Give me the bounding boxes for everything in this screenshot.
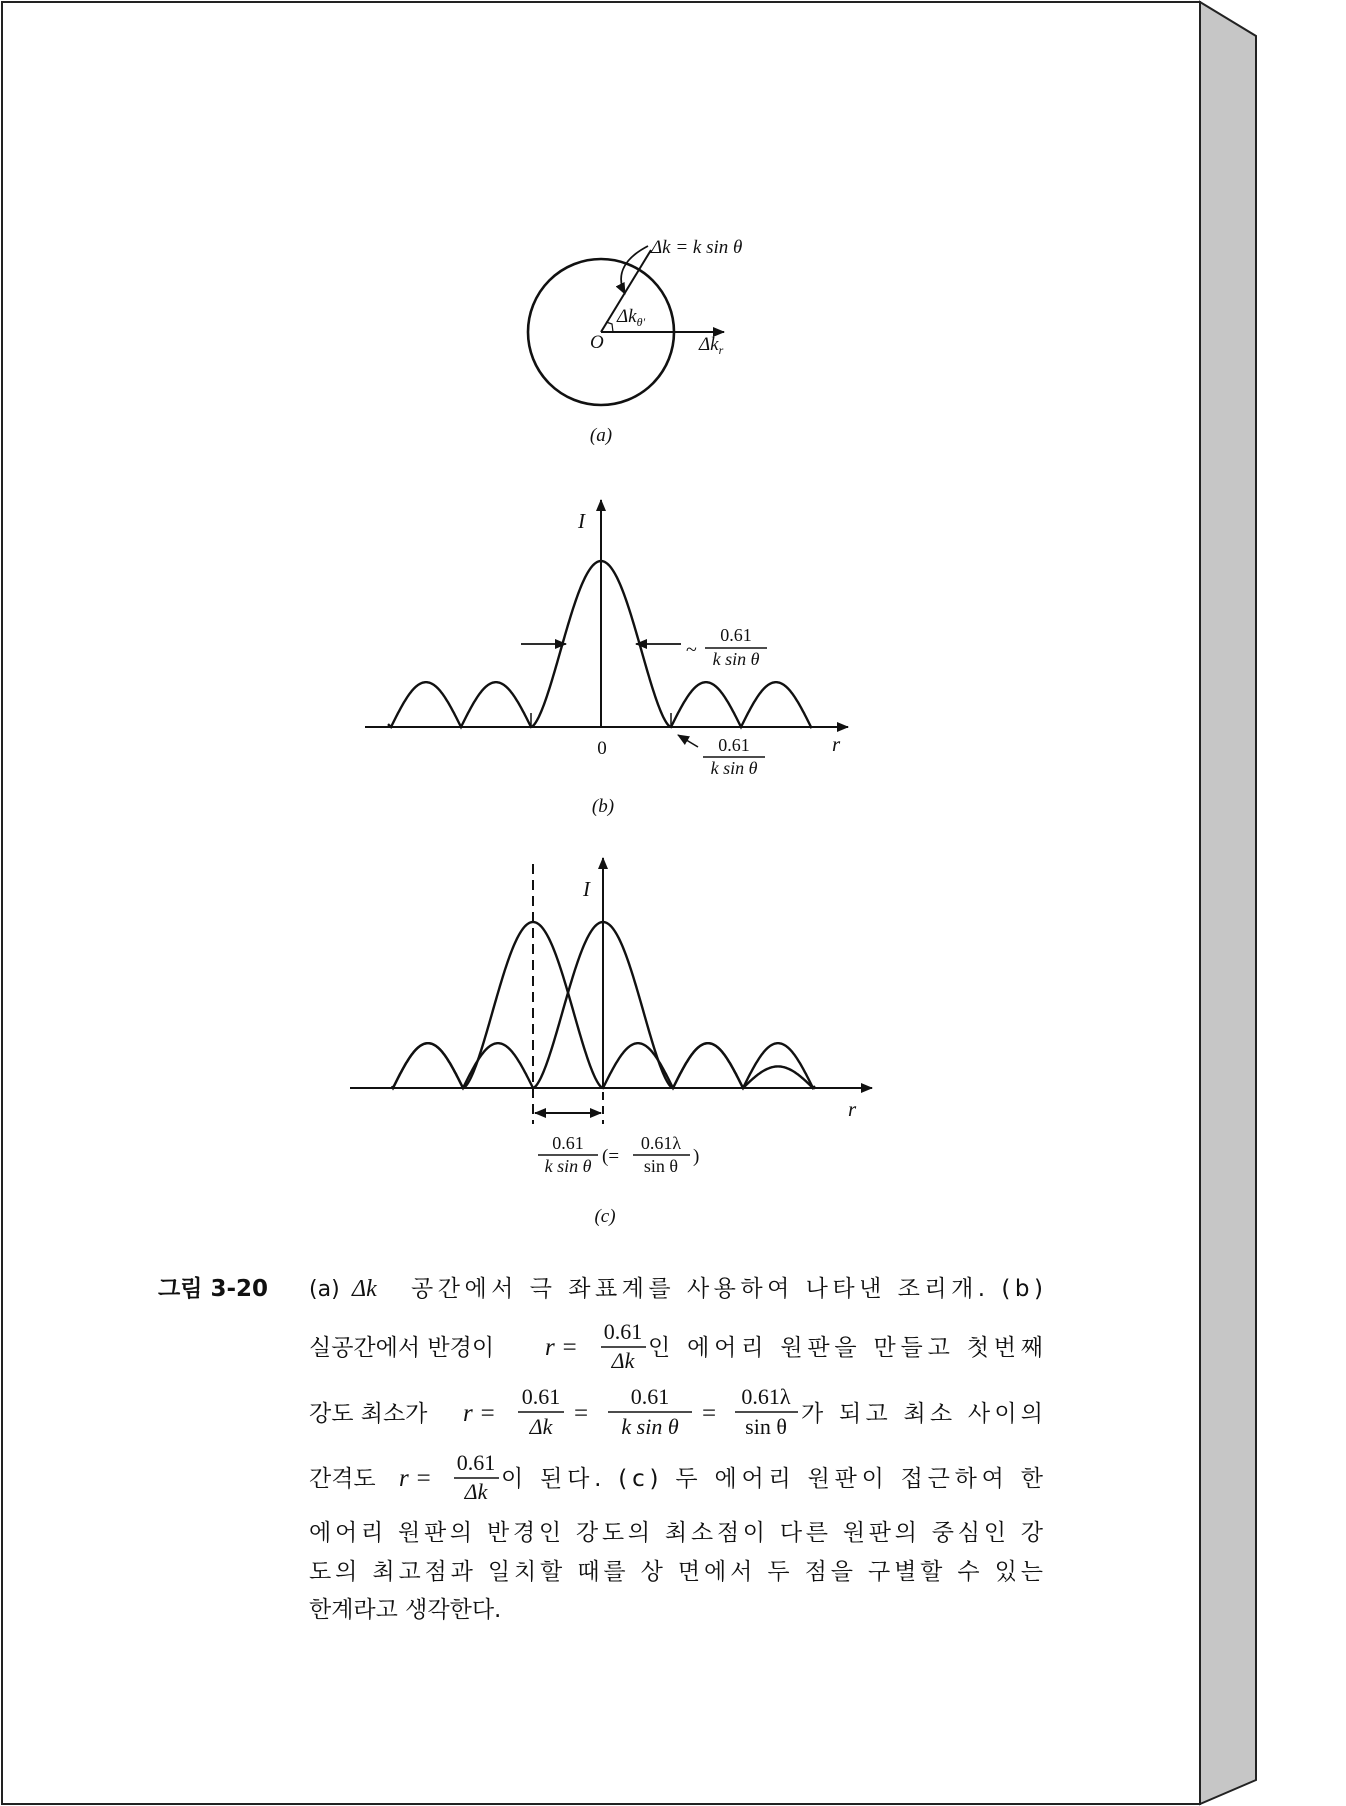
origin-label: O xyxy=(590,332,604,353)
caption-line4-post: 이 된다. (c) 두 에어리 원판이 접근하여 한 xyxy=(501,1466,1043,1492)
axis-x-label: r xyxy=(848,1097,857,1121)
dk-equation-label: Δk = k sin θ xyxy=(651,237,743,258)
axis-y-label: I xyxy=(578,509,585,533)
caption-line4-num: 0.61 xyxy=(456,1450,496,1475)
width-denominator: k sin θ xyxy=(712,649,760,669)
figure-c-caption: (c) xyxy=(594,1206,616,1227)
width-numerator: 0.61 xyxy=(720,625,752,645)
caption-line2-pre: 실공간에서 반경이 xyxy=(309,1335,495,1361)
caption-line1-vector: Δk⃗ xyxy=(352,1276,396,1302)
min-denominator: k sin θ xyxy=(710,758,758,778)
caption-line3-eq1: r = xyxy=(463,1400,496,1427)
caption-line3-post: 가 되고 최소 사이의 xyxy=(801,1401,1043,1427)
caption-line2-den: Δk xyxy=(611,1348,635,1373)
sep-numerator: 0.61 xyxy=(552,1133,584,1153)
caption-line2-post: 인 에어리 원판을 만들고 첫번째 xyxy=(648,1335,1043,1361)
figure-a-caption: (a) xyxy=(589,425,613,446)
caption-line3-eq2: = xyxy=(574,1400,589,1427)
sep-paren-close: ) xyxy=(693,1146,700,1167)
width-tilde: ~ xyxy=(686,639,697,661)
caption-label: 그림 3-20 xyxy=(158,1276,268,1302)
caption-line4-den: Δk xyxy=(464,1479,488,1504)
figure-b-caption: (b) xyxy=(591,796,615,817)
caption-line3-den2: k sin θ xyxy=(621,1414,679,1439)
caption-line3-den3: sin θ xyxy=(745,1414,787,1439)
caption-line4-eq: r = xyxy=(399,1465,432,1492)
caption-line1-a: (a) xyxy=(309,1277,340,1302)
caption-line3-num3: 0.61λ xyxy=(741,1384,791,1409)
sep-denominator: k sin θ xyxy=(544,1156,592,1176)
caption-line3-eq3: = xyxy=(702,1400,717,1427)
caption-line5: 에어리 원판의 반경인 강도의 최소점이 다른 원판의 중심인 강 xyxy=(309,1520,1043,1546)
caption-line2-eq: r = xyxy=(545,1334,578,1361)
dk-theta-label: $\Delta k_{\theta'}$ xyxy=(617,306,646,329)
sep-alt-denominator: sin θ xyxy=(643,1156,679,1176)
caption-line3-num1: 0.61 xyxy=(521,1384,561,1409)
caption-line2-num: 0.61 xyxy=(603,1319,643,1344)
axis-x-label: r xyxy=(832,732,841,756)
dk-r-label: $\Delta k_r$ xyxy=(699,334,724,357)
caption-line6: 도의 최고점과 일치할 때를 상 면에서 두 점을 구별할 수 있는 xyxy=(309,1559,1043,1585)
min-numerator: 0.61 xyxy=(718,735,750,755)
axis-y-label: I xyxy=(583,877,590,901)
origin-tick-label: 0 xyxy=(597,738,607,759)
caption-line4-pre: 간격도 xyxy=(309,1466,376,1492)
caption-line7: 한계라고 생각한다. xyxy=(309,1597,502,1623)
sep-alt-numerator: 0.61λ xyxy=(640,1133,682,1153)
caption-line1-text: 공간에서 극 좌표계를 사용하여 나타낸 조리개. (b) xyxy=(411,1276,1043,1302)
caption-line3-den1: Δk xyxy=(529,1414,553,1439)
caption-line3-pre: 강도 최소가 xyxy=(309,1401,428,1427)
sep-paren-open: (= xyxy=(602,1146,620,1167)
caption-line3-num2: 0.61 xyxy=(630,1384,670,1409)
